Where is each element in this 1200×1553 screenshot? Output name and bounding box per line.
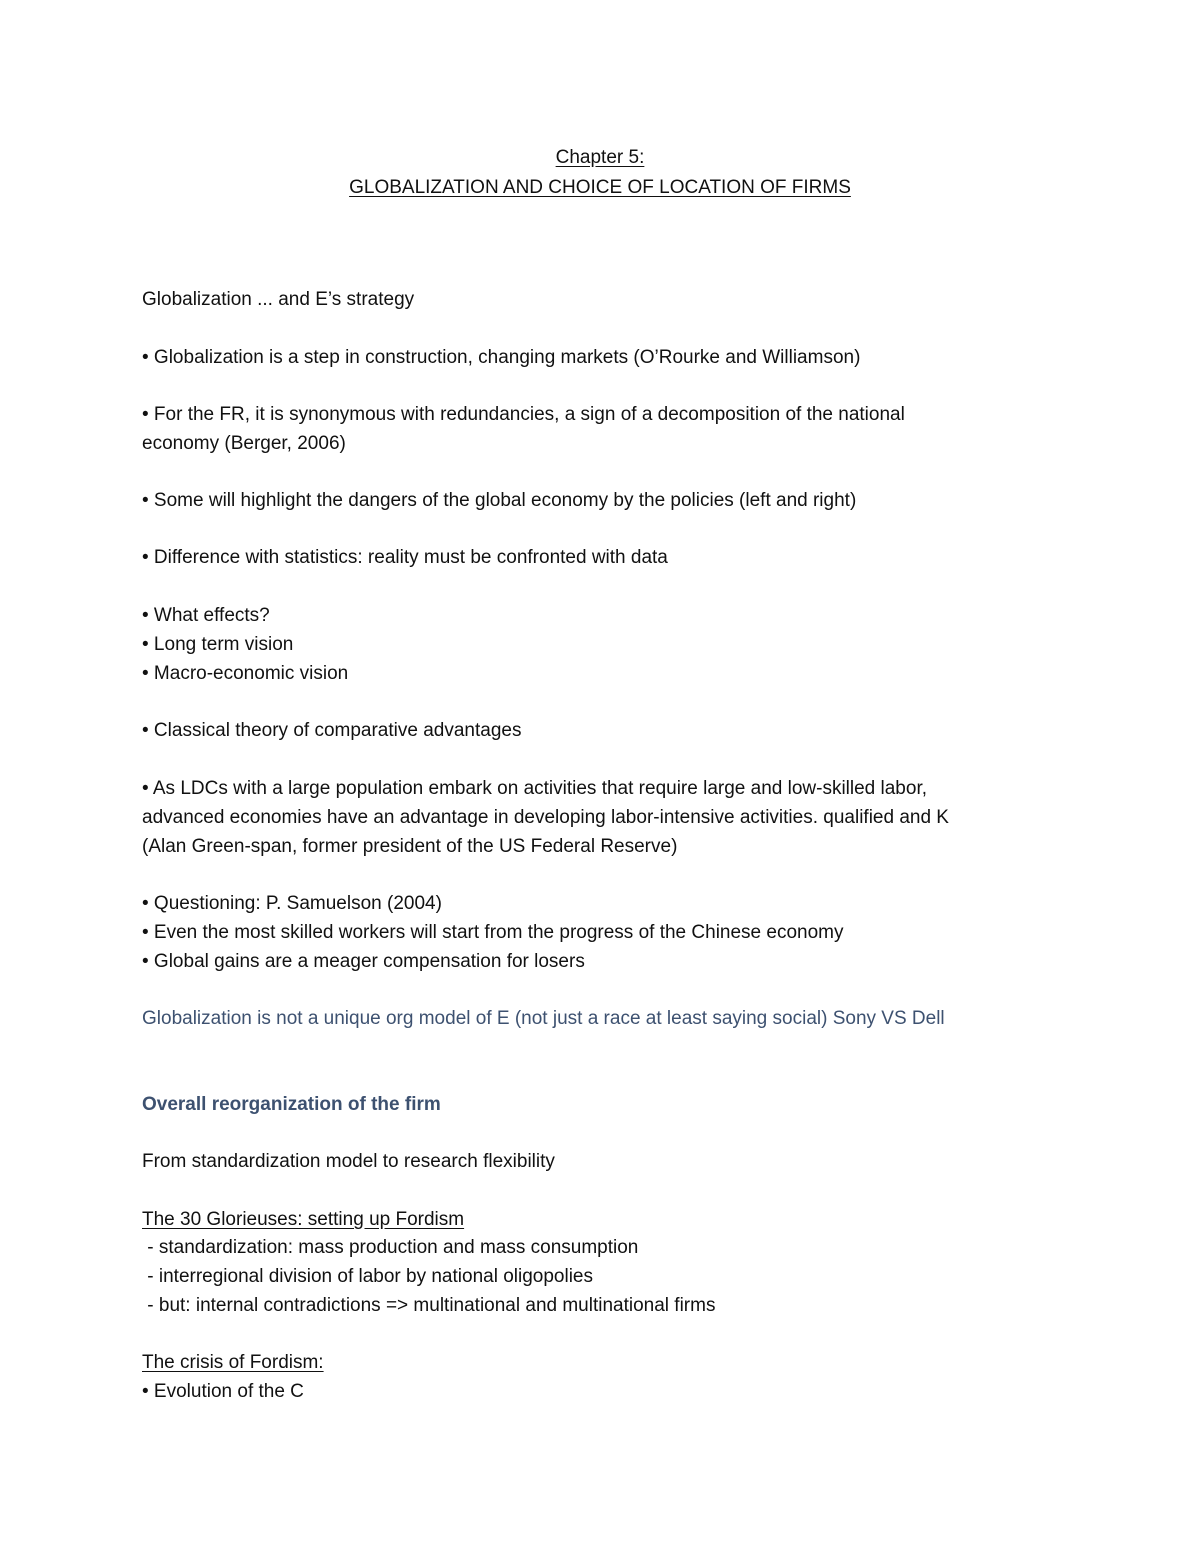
- highlight-statement: Globalization is not a unique org model of E (not just a race at least saying social) Sony VS Dell: [142, 1008, 945, 1029]
- document-title: GLOBALIZATION AND CHOICE OF LOCATION OF FIRMS: [349, 177, 851, 198]
- section-heading: Overall reorganization of the firm: [142, 1094, 441, 1115]
- fordism-item-standardization: - standardization: mass production and mass consumption: [142, 1237, 639, 1258]
- bullet-questioning: • Questioning: P. Samuelson (2004): [142, 893, 442, 914]
- crisis-heading: The crisis of Fordism:: [142, 1352, 324, 1373]
- crisis-item-evolution: • Evolution of the C: [142, 1381, 304, 1402]
- bullet-fr-line-1: • For the FR, it is synonymous with redundancies, a sign of a decomposition of the national: [142, 404, 905, 425]
- bullet-fr-line-2: economy (Berger, 2006): [142, 433, 346, 454]
- document-title-block: [0, 143, 1200, 203]
- bullet-statistics: • Difference with statistics: reality must be confronted with data: [142, 547, 668, 568]
- bullet-ldc-line-3: (Alan Green-span, former president of the US Federal Reserve): [142, 836, 678, 857]
- bullet-effects: • What effects?: [142, 605, 270, 626]
- fordism-item-contradictions: - but: internal contradictions => multinational and multinational firms: [142, 1295, 716, 1316]
- bullet-long-term: • Long term vision: [142, 634, 294, 655]
- bullet-macro: • Macro-economic vision: [142, 663, 349, 684]
- bullet-classical-theory: • Classical theory of comparative advantages: [142, 720, 522, 741]
- chapter-label: Chapter 5:: [555, 147, 645, 168]
- bullet-global-gains: • Global gains are a meager compensation for losers: [142, 951, 585, 972]
- fordism-heading: The 30 Glorieuses: setting up Fordism: [142, 1209, 465, 1230]
- bullet-globalization: • Globalization is a step in construction, changing markets (O’Rourke and Williamson): [142, 347, 861, 368]
- bullet-skilled-workers: • Even the most skilled workers will start from the progress of the Chinese economy: [142, 922, 844, 943]
- section-intro: From standardization model to research flexibility: [142, 1151, 555, 1172]
- bullet-ldc-line-2: advanced economies have an advantage in developing labor-intensive activities. qualified and K: [142, 807, 949, 828]
- bullet-ldc-line-1: • As LDCs with a large population embark on activities that require large and low-skilled labor,: [142, 778, 928, 799]
- fordism-item-division: - interregional division of labor by national oligopolies: [142, 1266, 593, 1287]
- bullet-dangers: • Some will highlight the dangers of the global economy by the policies (left and right): [142, 490, 857, 511]
- intro-line: Globalization ... and E’s strategy: [142, 289, 415, 310]
